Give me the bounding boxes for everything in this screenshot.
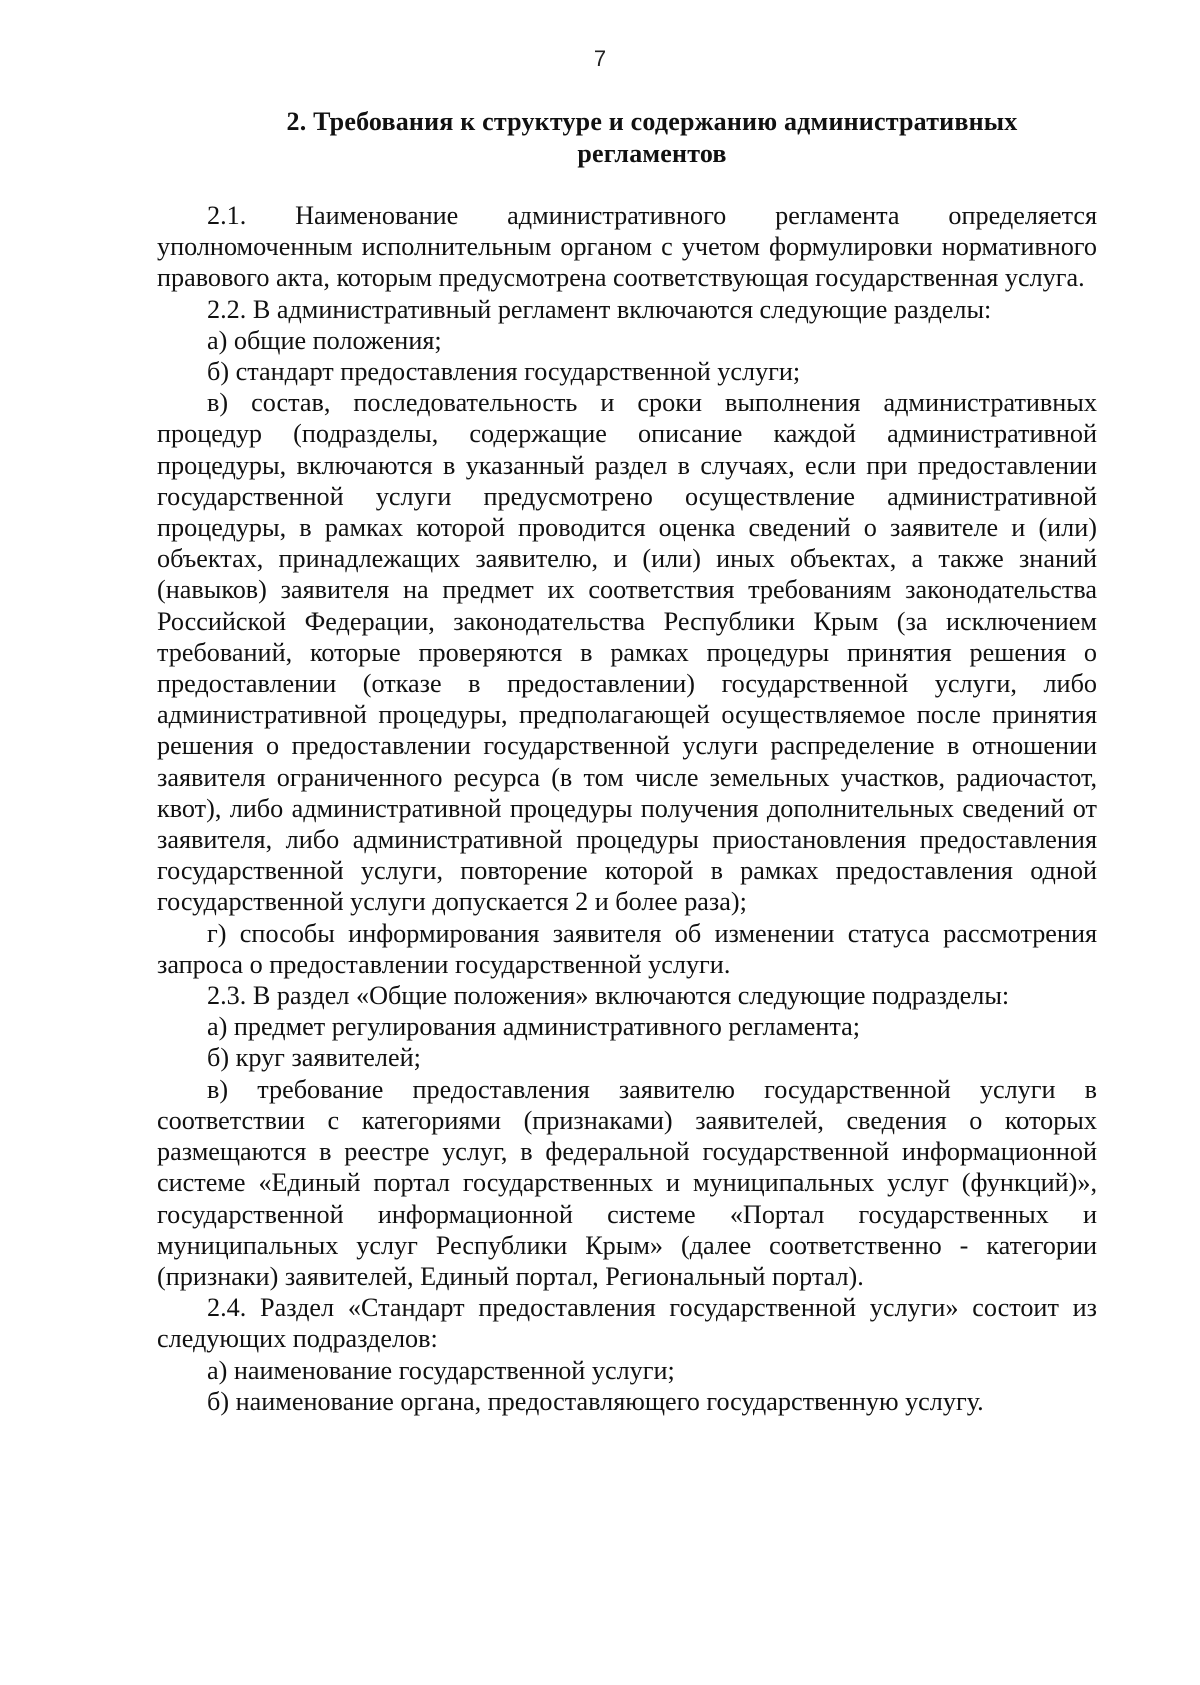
- paragraph-2-4: 2.4. Раздел «Стандарт предоставления государственной услуги» состоит из следующих подразделов:: [157, 1293, 1097, 1354]
- list-item-2-4-a: а) наименование государственной услуги;: [207, 1355, 675, 1385]
- list-item-2-2-v: в) состав, последовательность и сроки выполнения административных процедур (подразделы, содержащие описание каждой административной процедуры, включаются в указанный раздел в случаях, если при предоставлении государственной услуги предусмотрено осуществление административной процедуры, в рамках которой проводится оценка сведений о заявителе и (или) объектах, принадлежащих заявителю, и (или) иных объектах, а также знаний (навыков) заявителя на предмет их соответствия требованиям законодательства Российской Федерации, законодательства Республики Крым (за исключением требований, которые проверяются в рамках процедуры принятия решения о предоставлении (отказе в предоставлении) государственной услуги, либо административной процедуры, предполагающей осуществляемое после принятия решения о предоставлении государственной услуги распределение в отношении заявителя ограниченного ресурса (в том числе земельных участков, радиочастот, квот), либо административной процедуры получения дополнительных сведений от заявителя, либо административной процедуры приостановления предоставления государственной услуги, повторение которой в рамках предоставления одной государственной услуги допускается 2 и более раза);: [157, 388, 1097, 917]
- list-item-2-2-a: а) общие положения;: [207, 325, 442, 355]
- list-item-2-3-v: в) требование предоставления заявителю государственной услуги в соответствии с категориями (признаками) заявителей, сведения о которых размещаются в реестре услуг, в федеральной государственной информационной системе «Единый портал государственных и муниципальных услуг (функций)», государственной информационной системе «Портал государственных и муниципальных услуг Республики Крым» (далее соответственно - категории (признаки) заявителей, Единый портал, Региональный портал).: [157, 1074, 1097, 1291]
- list-item-2-4-b: б) наименование органа, предоставляющего государственную услугу.: [207, 1386, 984, 1416]
- paragraph-2-1: 2.1. Наименование административного регламента определяется уполномоченным исполнительным органом с учетом формулировки нормативного правового акта, которым предусмотрена соответствующая государственная услуга.: [157, 201, 1097, 293]
- list-item-2-3-b: б) круг заявителей;: [207, 1043, 421, 1073]
- list-item-2-3-a: а) предмет регулирования административного регламента;: [207, 1012, 861, 1042]
- page-number: 7: [593, 46, 607, 71]
- paragraph-2-3: 2.3. В раздел «Общие положения» включаются следующие подразделы:: [207, 981, 1010, 1011]
- paragraph-2-2: 2.2. В административный регламент включаются следующие разделы:: [207, 294, 992, 324]
- section-heading: 2. Требования к структуре и содержанию административных регламентов: [286, 107, 1018, 168]
- list-item-2-2-b: б) стандарт предоставления государственной услуги;: [207, 357, 801, 387]
- list-item-2-2-g: г) способы информирования заявителя об изменении статуса рассмотрения запроса о предоставлении государственной услуги.: [157, 918, 1097, 979]
- document-body: [157, 200, 1097, 1417]
